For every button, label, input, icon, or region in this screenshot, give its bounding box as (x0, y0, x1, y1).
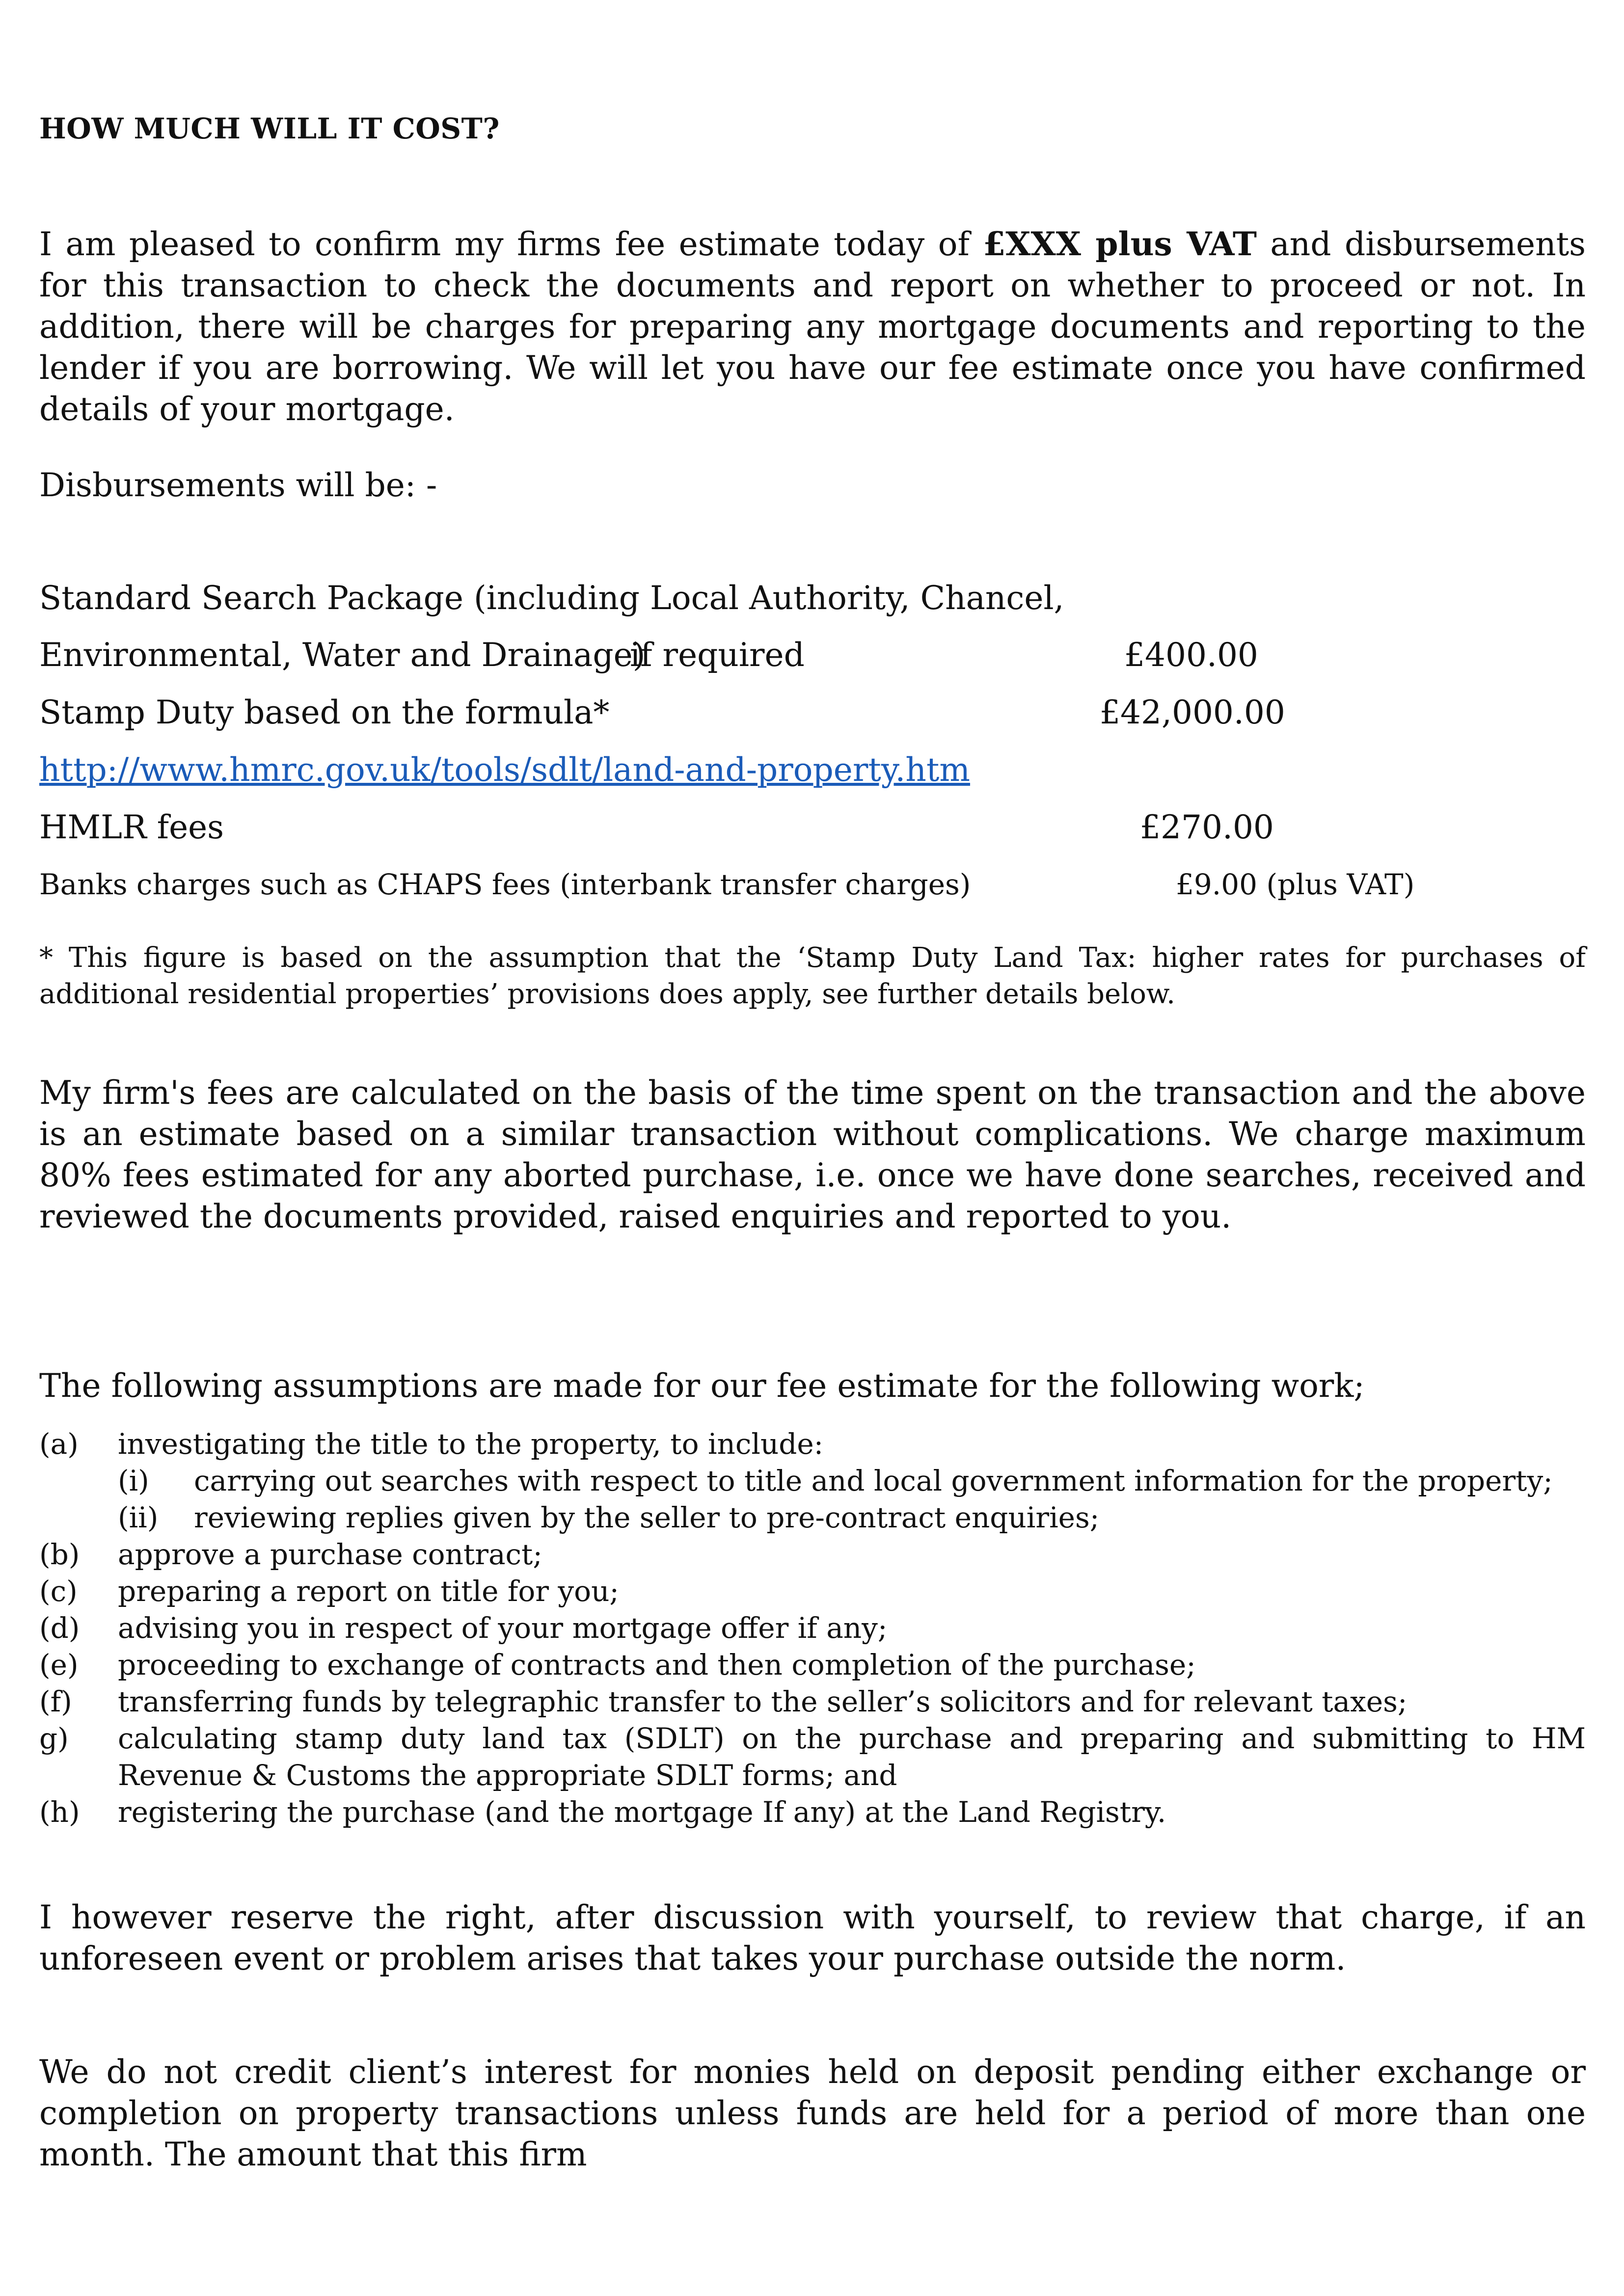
hmlr-fees-amount: £270.00 (1140, 808, 1274, 846)
stamp-duty-footnote: * This figure is based on the assumption that the ‘Stamp Duty Land Tax: higher rates for purchases of additional residential properties’ provisions does apply, see further details below. (39, 942, 1586, 1010)
client-interest-paragraph: We do not credit client’s interest for monies held on deposit pending either exchange or completion on property transactions unless funds are held for a period of more than one month. The amount that this firm (39, 2053, 1586, 2173)
list-text: proceeding to exchange of contracts and then completion of the purchase; (118, 1648, 1196, 1682)
intro-text-start: I am pleased to confirm my firms fee estimate today of (39, 225, 983, 263)
list-marker: (i) (118, 1464, 149, 1497)
bank-charges-label: Banks charges such as CHAPS fees (interbank transfer charges) (39, 868, 971, 901)
search-package-line2: Environmental, Water and Drainage) (39, 636, 646, 674)
search-amount: £400.00 (1124, 636, 1258, 674)
list-marker: (b) (39, 1538, 80, 1571)
list-marker: (h) (39, 1795, 80, 1829)
stamp-duty-label: Stamp Duty based on the formula* (39, 694, 610, 731)
list-text: transferring funds by telegraphic transfer to the seller’s solicitors and for relevant taxes; (118, 1685, 1407, 1718)
hmlr-fees-label: HMLR fees (39, 808, 224, 846)
hmrc-sdlt-link[interactable]: http://www.hmrc.gov.uk/tools/sdlt/land-and-property.htm (39, 751, 971, 789)
assumptions-intro: The following assumptions are made for our fee estimate for the following work; (39, 1367, 1365, 1405)
list-text: preparing a report on title for you; (118, 1575, 619, 1608)
fees-paragraph: My firm's fees are calculated on the basis of the time spent on the transaction and the above is an estimate based on a similar transaction without complications. We charge maximum 80% fees estimated for any aborted purchase, i.e. once we have done searches, received and reviewed the documents provided, raised enquiries and reported to you. (39, 1074, 1586, 1235)
list-marker: g) (39, 1722, 69, 1755)
list-marker: (a) (39, 1427, 79, 1461)
search-package-line1: Standard Search Package (including Local Authority, Chancel, (39, 579, 1064, 617)
list-item (39, 1720, 1586, 1794)
section-heading: HOW MUCH WILL IT COST? (39, 112, 500, 145)
intro-text-end: and disbursements for this transaction to check the documents and report on whether to proceed or not. In addition, there will be charges for preparing any mortgage documents and reporting to the lender if you are borrowing. We will let you have our fee estimate once you have confirmed details of your mortgage. (39, 225, 1586, 428)
list-marker: (d) (39, 1611, 80, 1645)
list-text: approve a purchase contract; (118, 1538, 542, 1571)
intro-paragraph (39, 223, 1586, 430)
list-marker: (c) (39, 1575, 78, 1608)
bank-charges-amount: £9.00 (plus VAT) (1176, 868, 1415, 901)
reserve-right-paragraph: I however reserve the right, after discussion with yourself, to review that charge, if an unforeseen event or problem arises that takes your purchase outside the norm. (39, 1898, 1586, 1977)
stamp-duty-amount: £42,000.00 (1100, 694, 1285, 731)
search-if-required: if required (630, 636, 805, 674)
list-text: calculating stamp duty land tax (SDLT) on the purchase and preparing and submitting to HM Revenue & Customs the appropriate SDLT forms; and (118, 1722, 1586, 1792)
list-text: registering the purchase (and the mortgage If any) at the Land Registry. (118, 1795, 1166, 1829)
list-marker: (ii) (118, 1501, 159, 1534)
disbursements-label: Disbursements will be: - (39, 466, 437, 504)
list-text: investigating the title to the property, to include: (118, 1427, 824, 1461)
list-marker: (e) (39, 1648, 79, 1682)
list-text: reviewing replies given by the seller to pre-contract enquiries; (194, 1501, 1100, 1534)
fee-estimate-bold: £XXX plus VAT (983, 225, 1257, 263)
list-text: carrying out searches with respect to title and local government information for the property; (194, 1464, 1553, 1497)
list-marker: (f) (39, 1685, 72, 1718)
list-text: advising you in respect of your mortgage offer if any; (118, 1611, 888, 1645)
